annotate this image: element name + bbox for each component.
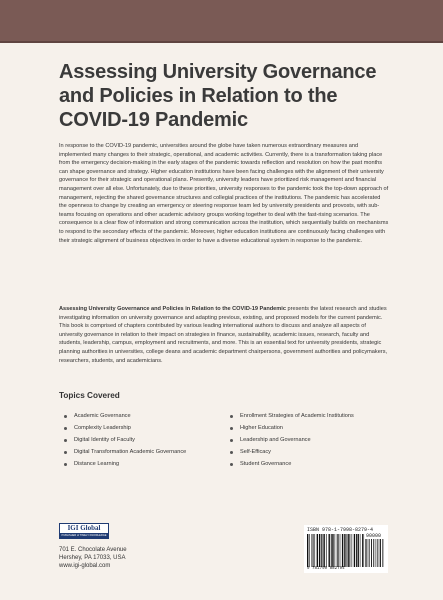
- bullet-icon: [64, 463, 67, 466]
- bullet-icon: [230, 439, 233, 442]
- address-street: 701 E. Chocolate Avenue: [59, 547, 127, 553]
- topic-item: [230, 413, 390, 425]
- topic-label: Digital Transformation Academic Governance: [74, 449, 187, 455]
- topics-heading: Topics Covered: [59, 391, 120, 400]
- barcode-main-graphic: [307, 534, 365, 567]
- isbn-barcode-box: [304, 525, 388, 573]
- topic-item: [230, 449, 390, 461]
- bullet-icon: [230, 427, 233, 430]
- book-title: Assessing University Governance and Policies in Relation to the COVID-19 Pandemic: [59, 61, 377, 131]
- top-color-band: [0, 0, 443, 41]
- topics-list-right: [230, 413, 390, 473]
- topic-item: [230, 425, 390, 437]
- publisher-logo-tagline: PUBLISHER of TIMELY KNOWLEDGE: [61, 534, 107, 537]
- address-city: Hershey, PA 17033, USA: [59, 555, 126, 561]
- publisher-website: www.igi-global.com: [59, 563, 111, 569]
- topic-label: Higher Education: [240, 425, 283, 431]
- bullet-icon: [230, 451, 233, 454]
- description-paragraph-2: [59, 305, 389, 365]
- topics-list-left: [64, 413, 224, 473]
- bullet-icon: [230, 463, 233, 466]
- topic-item: [64, 413, 224, 425]
- barcode-addon-graphic: [365, 539, 385, 567]
- topic-label: Complexity Leadership: [74, 425, 131, 431]
- topic-item: [64, 449, 224, 461]
- bullet-icon: [64, 439, 67, 442]
- publisher-address: [59, 546, 127, 570]
- topic-item: [64, 461, 224, 473]
- topic-item: [230, 461, 390, 473]
- isbn-label: ISBN 978-1-7998-8279-4: [307, 527, 374, 533]
- bullet-icon: [64, 415, 67, 418]
- bullet-icon: [64, 427, 67, 430]
- description-paragraph-2-text: presents the latest research and studies investigating information on university governance and adapting previous, existing, and proposed models for the current pandemic. This book is comprised of chapters contributed by various leading international authors to discuss and analyze all aspects of university governance in relation to their impact on strategies in finance, sustainability, academic issues, research, faculty and students, leadership, campus, employment and recruitments, and more. This is an essential text for university presidents, strategic planning authorities in universities, college deans and academic department chairpersons, government authorities and policymakers, researchers, students, and academicians.: [59, 306, 388, 364]
- topic-label: Distance Learning: [74, 461, 120, 467]
- description-book-title: Assessing University Governance and Policies in Relation to the COVID-19 Pandemic: [59, 306, 286, 312]
- topic-item: [230, 437, 390, 449]
- topic-label: Academic Governance: [74, 413, 131, 419]
- price-code: 90000: [366, 533, 382, 539]
- topic-label: Self-Efficacy: [240, 449, 271, 455]
- publisher-logo: [59, 523, 109, 539]
- bullet-icon: [230, 415, 233, 418]
- description-paragraph-1: In response to the COVID-19 pandemic, universities around the globe have taken numerous extraordinary measures and implemented many changes to their strategic, operational, and academic activities. Currently, there is a transformation taking place from the emergency decision-making in the early stages of the pandemic towards reflection and resolution on how the past months can shape governance and strategy. Higher education institutions have been facing challenges with the alignment of their university governance for their strategic and operational plans. Presently, university leaders have prioritized risk management and financial management over all else. Unfortunately, due to these priorities, university responses to the pandemic took the top-down approach of management, rejecting the shared governance structures and collegial practices of the institutions. The pandemic has accelerated the openness to change by creating an emergency or steering response team led by university presidents and provosts, with sub-teams focusing on operations and other academic advisory groups working together to deal with the fast-rising scenarios. The consequence is a clear flow of information and strong communication across the institution, which sequentially builds on mechanisms to respond to the secondary effects of the pandemic. Moreover, higher education institutions are continuously facing challenges with their strategic alignment of business objectives in order to have a diverse educational system in response to the pandemic.: [59, 143, 389, 244]
- topic-label: Digital Identity of Faculty: [74, 437, 135, 443]
- topic-item: [64, 425, 224, 437]
- barcode-digits: 9 781799 882794: [307, 567, 345, 571]
- publisher-logo-name: IGI Global: [67, 524, 101, 532]
- topic-item: [64, 437, 224, 449]
- topic-label: Leadership and Governance: [240, 437, 311, 443]
- topic-label: Enrollment Strategies of Academic Institutions: [240, 413, 354, 419]
- bullet-icon: [64, 451, 67, 454]
- topic-label: Student Governance: [240, 461, 292, 467]
